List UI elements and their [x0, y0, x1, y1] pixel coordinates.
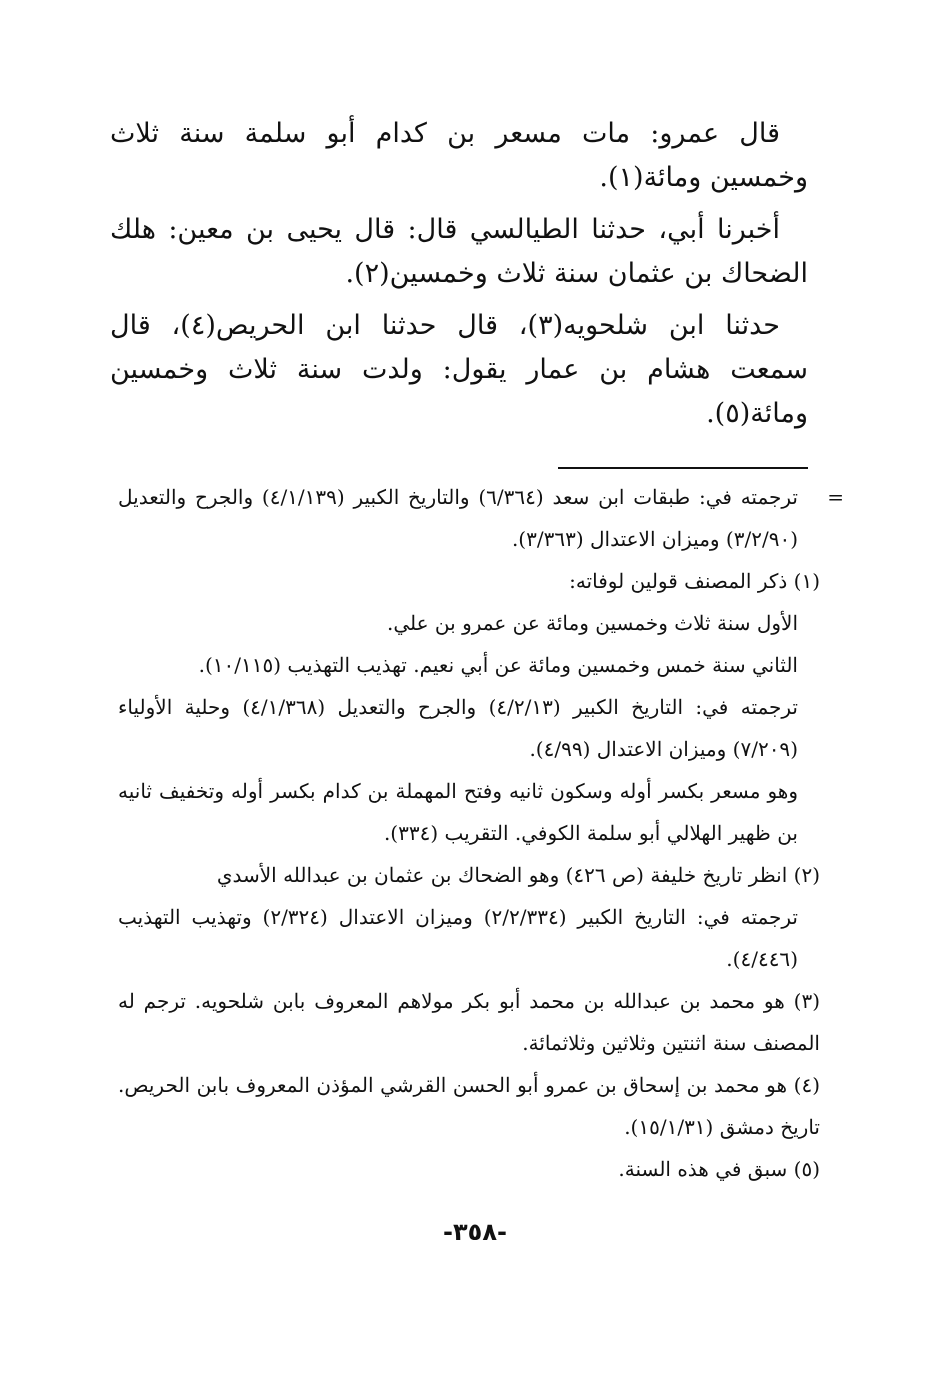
footnote-1-title: (١) ذكر المصنف قولين لوفاته: [569, 569, 820, 593]
footnote-1-first-opinion: الأول سنة ثلاث وخمسين ومائة عن عمرو بن علي. [386, 611, 798, 635]
footnote-5: (٥) سبق في هذه السنة. [618, 1157, 820, 1181]
footnote-separator-rule [558, 467, 808, 469]
footnote-4: (٤) هو محمد بن إسحاق بن عمرو أبو الحسن القرشي المؤذن المعروف بابن الحريص. تاريخ دمشق (١٥/١/٣١). [118, 1073, 820, 1139]
footnote-2-biography-refs: ترجمته في: التاريخ الكبير (٢/٢/٣٣٤) وميزان الاعتدال (٢/٣٢٤) وتهذيب التهذيب (٤/٤٤٦). [118, 905, 799, 971]
footnote-3: (٣) هو محمد بن عبدالله بن محمد أبو بكر مولاهم المعروف بابن شلحويه. ترجم له المصنف سنة اثنتين وثلاثين وثلاثمائة. [118, 989, 820, 1055]
main-paragraph: حدثنا ابن شلحويه(٣)، قال حدثنا ابن الحريص(٤)، قال سمعت هشام بن عمار يقول: ولدت سنة ثلاث وخمسين ومائة(٥). [110, 310, 808, 429]
footnote-1-second-opinion: الثاني سنة خمس وخمسين ومائة عن أبي نعيم. تهذيب التهذيب (١٠/١١٥). [198, 653, 798, 677]
footnotes-block [118, 476, 844, 1190]
footnote-2-title: (٢) انظر تاريخ خليفة (ص ٤٢٦) وهو الضحاك بن عثمان بن عبدالله الأسدي [216, 863, 820, 887]
main-text-block [110, 112, 808, 444]
main-paragraph: أخبرنا أبي، حدثنا الطيالسي قال: قال يحيى بن معين: هلك الضحاك بن عثمان سنة ثلاث وخمسين(٢). [110, 214, 808, 289]
page-number: -٣٥٨- [443, 1218, 507, 1246]
continuation-mark: = [827, 485, 844, 509]
footnote-continuation-text: ترجمته في: طبقات ابن سعد (٦/٣٦٤) والتاريخ الكبير (٤/١/١٣٩) والجرح والتعديل (٣/٢/٩٠) وميزان الاعتدال (٣/٣٦٣). [118, 485, 798, 551]
footnote-1-name-note: وهو مسعر بكسر أوله وسكون ثانيه وفتح المهملة بن كدام بكسر أوله وتخفيف ثانيه بن ظهير الهلالي أبو سلمة الكوفي. التقريب (٣٣٤). [118, 779, 798, 845]
footnote-1-biography-refs: ترجمته في: التاريخ الكبير (٤/٢/١٣) والجرح والتعديل (٤/١/٣٦٨) وحلية الأولياء (٧/٢٠٩) وميزان الاعتدال (٤/٩٩). [118, 695, 799, 761]
footnote-continuation [118, 476, 844, 560]
main-paragraph: قال عمرو: مات مسعر بن كدام أبو سلمة سنة ثلاث وخمسين ومائة(١). [110, 118, 808, 193]
